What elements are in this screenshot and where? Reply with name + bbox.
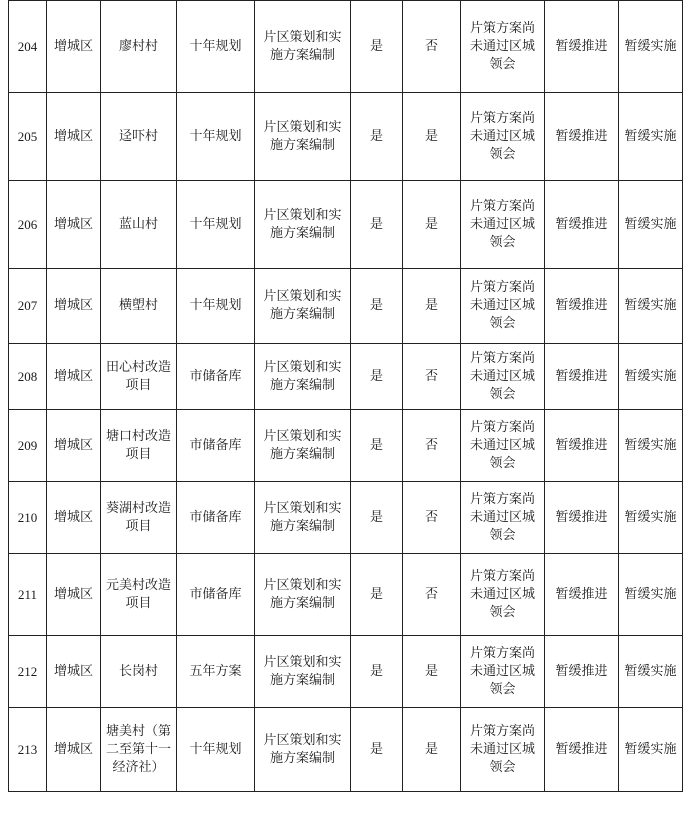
plan-type-cell: 十年规划 xyxy=(177,181,255,269)
yes-no-cell-b: 否 xyxy=(403,554,461,636)
yes-no-cell-b: 是 xyxy=(403,708,461,792)
implementation-cell: 暂缓实施 xyxy=(619,554,683,636)
implementation-cell: 暂缓实施 xyxy=(619,636,683,708)
status-cell: 片策方案尚未通过区城领会 xyxy=(461,269,545,344)
yes-no-cell-a: 是 xyxy=(351,1,403,93)
row-number-cell: 206 xyxy=(9,181,47,269)
progress-cell: 暂缓推进 xyxy=(545,1,619,93)
table-row xyxy=(9,708,683,792)
yes-no-cell-b: 否 xyxy=(403,1,461,93)
table-row xyxy=(9,93,683,181)
table-row xyxy=(9,410,683,482)
yes-no-cell-a: 是 xyxy=(351,636,403,708)
village-cell: 廖村村 xyxy=(101,1,177,93)
yes-no-cell-a: 是 xyxy=(351,708,403,792)
progress-cell: 暂缓推进 xyxy=(545,93,619,181)
yes-no-cell-a: 是 xyxy=(351,344,403,410)
progress-cell: 暂缓推进 xyxy=(545,708,619,792)
implementation-cell: 暂缓实施 xyxy=(619,410,683,482)
status-cell: 片策方案尚未通过区城领会 xyxy=(461,554,545,636)
table-body xyxy=(9,1,683,792)
district-cell: 增城区 xyxy=(47,269,101,344)
district-cell: 增城区 xyxy=(47,181,101,269)
row-number-cell: 205 xyxy=(9,93,47,181)
district-cell: 增城区 xyxy=(47,482,101,554)
implementation-cell: 暂缓实施 xyxy=(619,1,683,93)
task-cell: 片区策划和实施方案编制 xyxy=(255,482,351,554)
implementation-cell: 暂缓实施 xyxy=(619,93,683,181)
task-cell: 片区策划和实施方案编制 xyxy=(255,93,351,181)
task-cell: 片区策划和实施方案编制 xyxy=(255,708,351,792)
district-cell: 增城区 xyxy=(47,410,101,482)
status-cell: 片策方案尚未通过区城领会 xyxy=(461,482,545,554)
row-number-cell: 212 xyxy=(9,636,47,708)
village-cell: 元美村改造项目 xyxy=(101,554,177,636)
table-row xyxy=(9,344,683,410)
yes-no-cell-b: 是 xyxy=(403,269,461,344)
yes-no-cell-b: 是 xyxy=(403,93,461,181)
task-cell: 片区策划和实施方案编制 xyxy=(255,269,351,344)
plan-type-cell: 十年规划 xyxy=(177,1,255,93)
district-cell: 增城区 xyxy=(47,1,101,93)
yes-no-cell-a: 是 xyxy=(351,554,403,636)
plan-type-cell: 十年规划 xyxy=(177,708,255,792)
district-cell: 增城区 xyxy=(47,636,101,708)
status-cell: 片策方案尚未通过区城领会 xyxy=(461,636,545,708)
plan-type-cell: 五年方案 xyxy=(177,636,255,708)
yes-no-cell-b: 否 xyxy=(403,344,461,410)
plan-type-cell: 十年规划 xyxy=(177,269,255,344)
yes-no-cell-a: 是 xyxy=(351,269,403,344)
plan-type-cell: 市储备库 xyxy=(177,554,255,636)
yes-no-cell-b: 否 xyxy=(403,410,461,482)
task-cell: 片区策划和实施方案编制 xyxy=(255,636,351,708)
table-row xyxy=(9,269,683,344)
village-cell: 塘口村改造项目 xyxy=(101,410,177,482)
progress-cell: 暂缓推进 xyxy=(545,410,619,482)
yes-no-cell-a: 是 xyxy=(351,410,403,482)
implementation-cell: 暂缓实施 xyxy=(619,269,683,344)
task-cell: 片区策划和实施方案编制 xyxy=(255,181,351,269)
row-number-cell: 210 xyxy=(9,482,47,554)
row-number-cell: 211 xyxy=(9,554,47,636)
village-cell: 葵湖村改造项目 xyxy=(101,482,177,554)
yes-no-cell-b: 是 xyxy=(403,181,461,269)
row-number-cell: 207 xyxy=(9,269,47,344)
row-number-cell: 204 xyxy=(9,1,47,93)
yes-no-cell-a: 是 xyxy=(351,93,403,181)
plan-type-cell: 市储备库 xyxy=(177,410,255,482)
progress-cell: 暂缓推进 xyxy=(545,554,619,636)
implementation-cell: 暂缓实施 xyxy=(619,181,683,269)
plan-type-cell: 市储备库 xyxy=(177,482,255,554)
progress-cell: 暂缓推进 xyxy=(545,269,619,344)
task-cell: 片区策划和实施方案编制 xyxy=(255,1,351,93)
progress-cell: 暂缓推进 xyxy=(545,636,619,708)
row-number-cell: 213 xyxy=(9,708,47,792)
yes-no-cell-a: 是 xyxy=(351,482,403,554)
implementation-cell: 暂缓实施 xyxy=(619,344,683,410)
table-row xyxy=(9,482,683,554)
status-cell: 片策方案尚未通过区城领会 xyxy=(461,181,545,269)
village-cell: 蓝山村 xyxy=(101,181,177,269)
district-cell: 增城区 xyxy=(47,708,101,792)
district-cell: 增城区 xyxy=(47,93,101,181)
row-number-cell: 209 xyxy=(9,410,47,482)
implementation-cell: 暂缓实施 xyxy=(619,708,683,792)
implementation-cell: 暂缓实施 xyxy=(619,482,683,554)
progress-cell: 暂缓推进 xyxy=(545,344,619,410)
status-cell: 片策方案尚未通过区城领会 xyxy=(461,708,545,792)
village-cell: 田心村改造项目 xyxy=(101,344,177,410)
project-table xyxy=(8,0,683,792)
row-number-cell: 208 xyxy=(9,344,47,410)
village-cell: 长岗村 xyxy=(101,636,177,708)
progress-cell: 暂缓推进 xyxy=(545,181,619,269)
yes-no-cell-b: 是 xyxy=(403,636,461,708)
table-row xyxy=(9,1,683,93)
table-row xyxy=(9,554,683,636)
yes-no-cell-a: 是 xyxy=(351,181,403,269)
status-cell: 片策方案尚未通过区城领会 xyxy=(461,410,545,482)
table-row xyxy=(9,636,683,708)
task-cell: 片区策划和实施方案编制 xyxy=(255,410,351,482)
district-cell: 增城区 xyxy=(47,554,101,636)
yes-no-cell-b: 否 xyxy=(403,482,461,554)
status-cell: 片策方案尚未通过区城领会 xyxy=(461,344,545,410)
village-cell: 迳吓村 xyxy=(101,93,177,181)
plan-type-cell: 十年规划 xyxy=(177,93,255,181)
village-cell: 横塱村 xyxy=(101,269,177,344)
task-cell: 片区策划和实施方案编制 xyxy=(255,554,351,636)
task-cell: 片区策划和实施方案编制 xyxy=(255,344,351,410)
status-cell: 片策方案尚未通过区城领会 xyxy=(461,93,545,181)
district-cell: 增城区 xyxy=(47,344,101,410)
plan-type-cell: 市储备库 xyxy=(177,344,255,410)
progress-cell: 暂缓推进 xyxy=(545,482,619,554)
status-cell: 片策方案尚未通过区城领会 xyxy=(461,1,545,93)
village-cell: 塘美村（第二至第十一经济社） xyxy=(101,708,177,792)
table-row xyxy=(9,181,683,269)
